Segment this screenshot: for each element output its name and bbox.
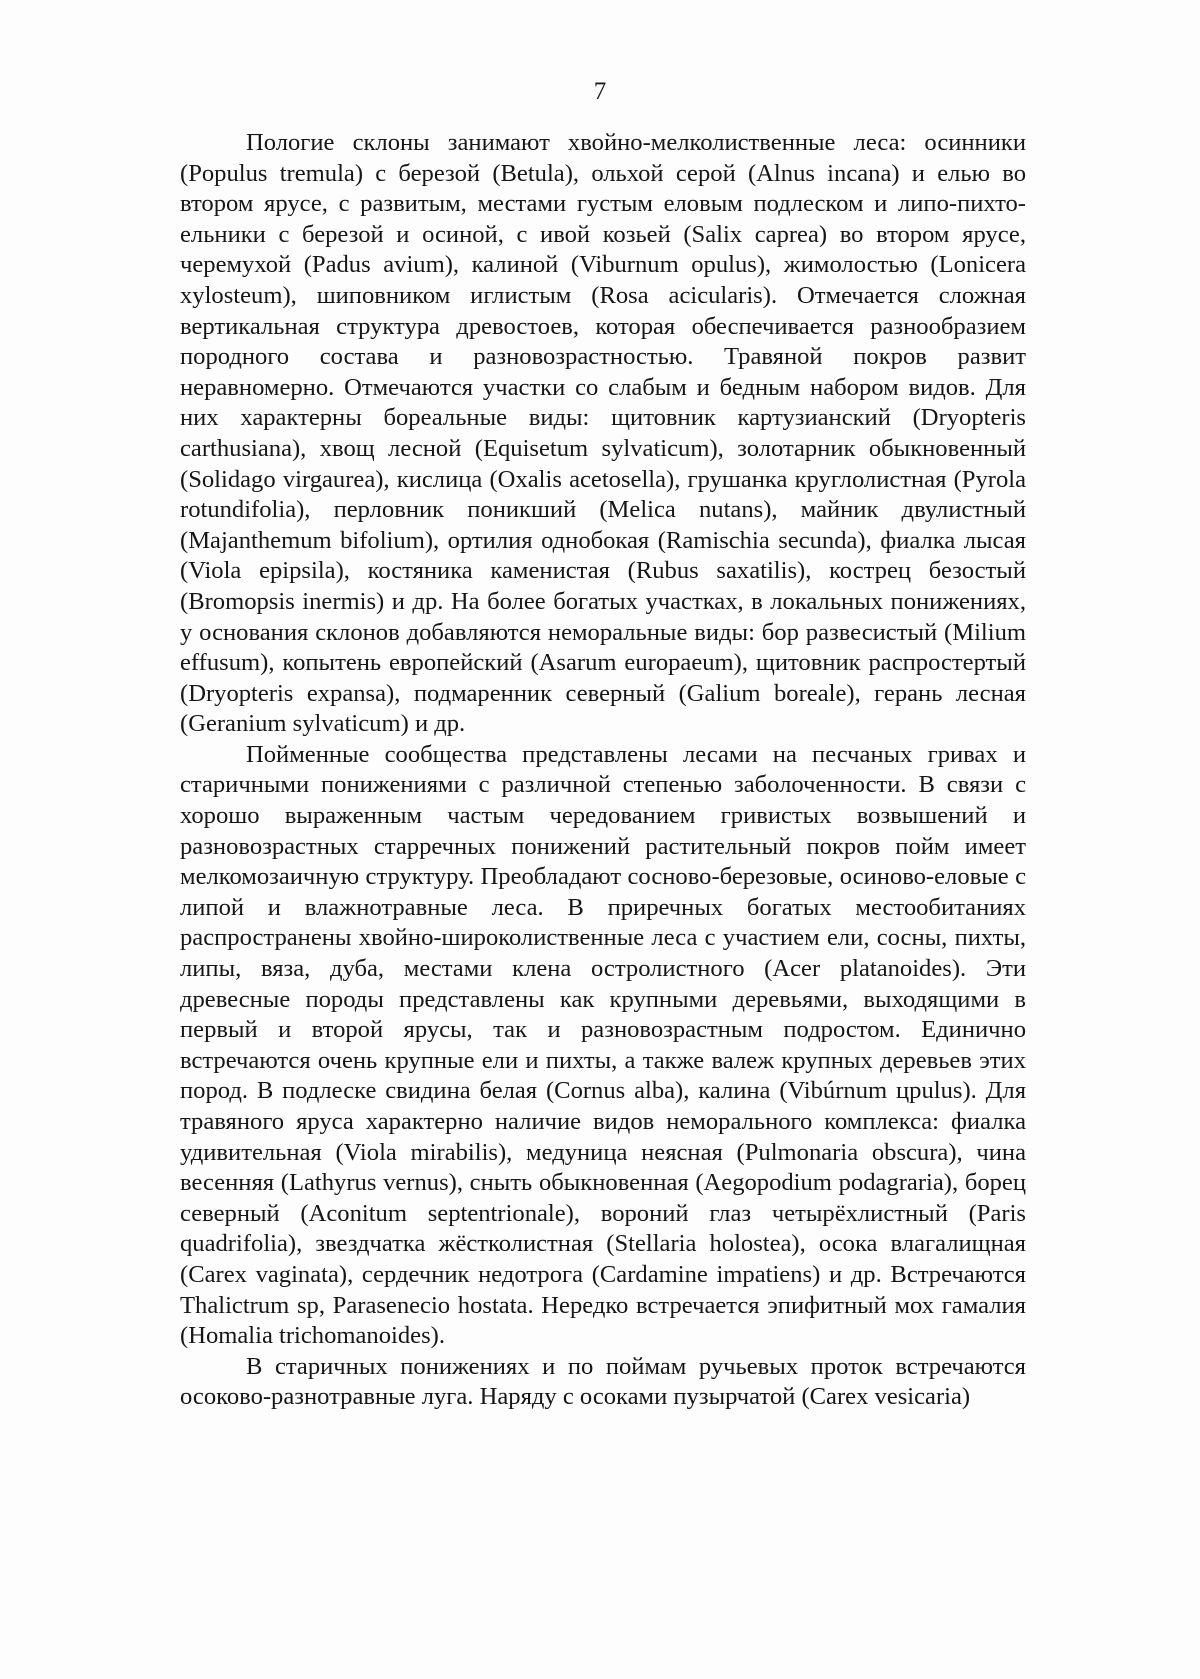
page-number: 7 xyxy=(593,78,607,105)
paragraph-oxbow-meadows: В старичных понижениях и по поймам ручьевых проток встречаются осоково-разнотравные луга. Наряду с осоками пузырчатой (Carex vesicaria) xyxy=(180,1352,1026,1411)
body-text xyxy=(180,128,1026,1413)
paragraph-floodplain-communities: Пойменные сообщества представлены лесами на песчаных гривах и старичными понижениями с различной степенью заболоченности. В связи с хорошо выраженным частым чередованием гривистых возвышений и разновозрастных старречных понижений растительный покров пойм имеет мелкомозаичную структуру. Преобладают сосново-березовые, осиново-еловые с липой и влажнотравные леса. В приречных богатых местообитаниях распространены хвойно-широколиственные леса с участием ели, сосны, пихты, липы, вяза, дуба, местами клена остролистного (Acer platanoides). Эти древесные породы представлены как крупными деревьями, выходящими в первый и второй ярусы, так и разновозрастным подростом. Единично встречаются очень крупные ели и пихты, а также валеж крупных деревьев этих пород. В подлеске свидина белая (Cornus alba), калина (Vibúrnum црulus). Для травяного яруса характерно наличие видов неморального комплекса: фиалка удивительная (Viola mirabilis), медуница неясная (Pulmonaria obscura), чина весенняя (Lathyrus vernus), сныть обыкновенная (Aegopodium podagraria), борец северный (Aconitum septentrionale), вороний глаз четырёхлистный (Paris quadrifolia), звездчатка жёстколистная (Stellaria holostea), осока влагалищная (Carex vaginata), сердечник недотрога (Cardamine impatiens) и др. Встречаются Thalictrum sp, Parasenecio hostata. Нередко встречается эпифитный мох гамалия (Homalia trichomanoides). xyxy=(180,740,1026,1350)
paragraph-slopes-forests: Пологие склоны занимают хвойно-мелколиственные леса: осинники (Populus tremula) с березой (Betula), ольхой серой (Alnus incana) и елью во втором ярусе, с развитым, местами густым еловым подлеском и липо-пихто-ельники с березой и осиной, с ивой козьей (Salix caprea) во втором ярусе, черемухой (Padus avium), калиной (Viburnum opulus), жимолостью (Lonicera xylosteum), шиповником иглистым (Rosa acicularis). Отмечается сложная вертикальная структура древостоев, которая обеспечивается разнообразием породного состава и разновозрастностью. Травяной покров развит неравномерно. Отмечаются участки со слабым и бедным набором видов. Для них характерны бореальные виды: щитовник картузианский (Dryopteris carthusiana), хвощ лесной (Equisetum sylvaticum), золотарник обыкновенный (Solidago virgaurea), кислица (Oxalis acetosella), грушанка круглолистная (Pyrola rotundifolia), перловник поникший (Melica nutans), майник двулистный (Majanthemum bifolium), ортилия однобокая (Ramischia secunda), фиалка лысая (Viola epipsila), костяника каменистая (Rubus saxatilis), кострец безостый (Bromopsis inermis) и др. На более богатых участках, в локальных понижениях, у основания склонов добавляются неморальные виды: бор развесистый (Milium effusum), копытень европейский (Asarum europaeum), щитовник распростертый (Dryopteris expansa), подмаренник северный (Galium boreale), герань лесная (Geranium sylvaticum) и др. xyxy=(180,129,1026,738)
